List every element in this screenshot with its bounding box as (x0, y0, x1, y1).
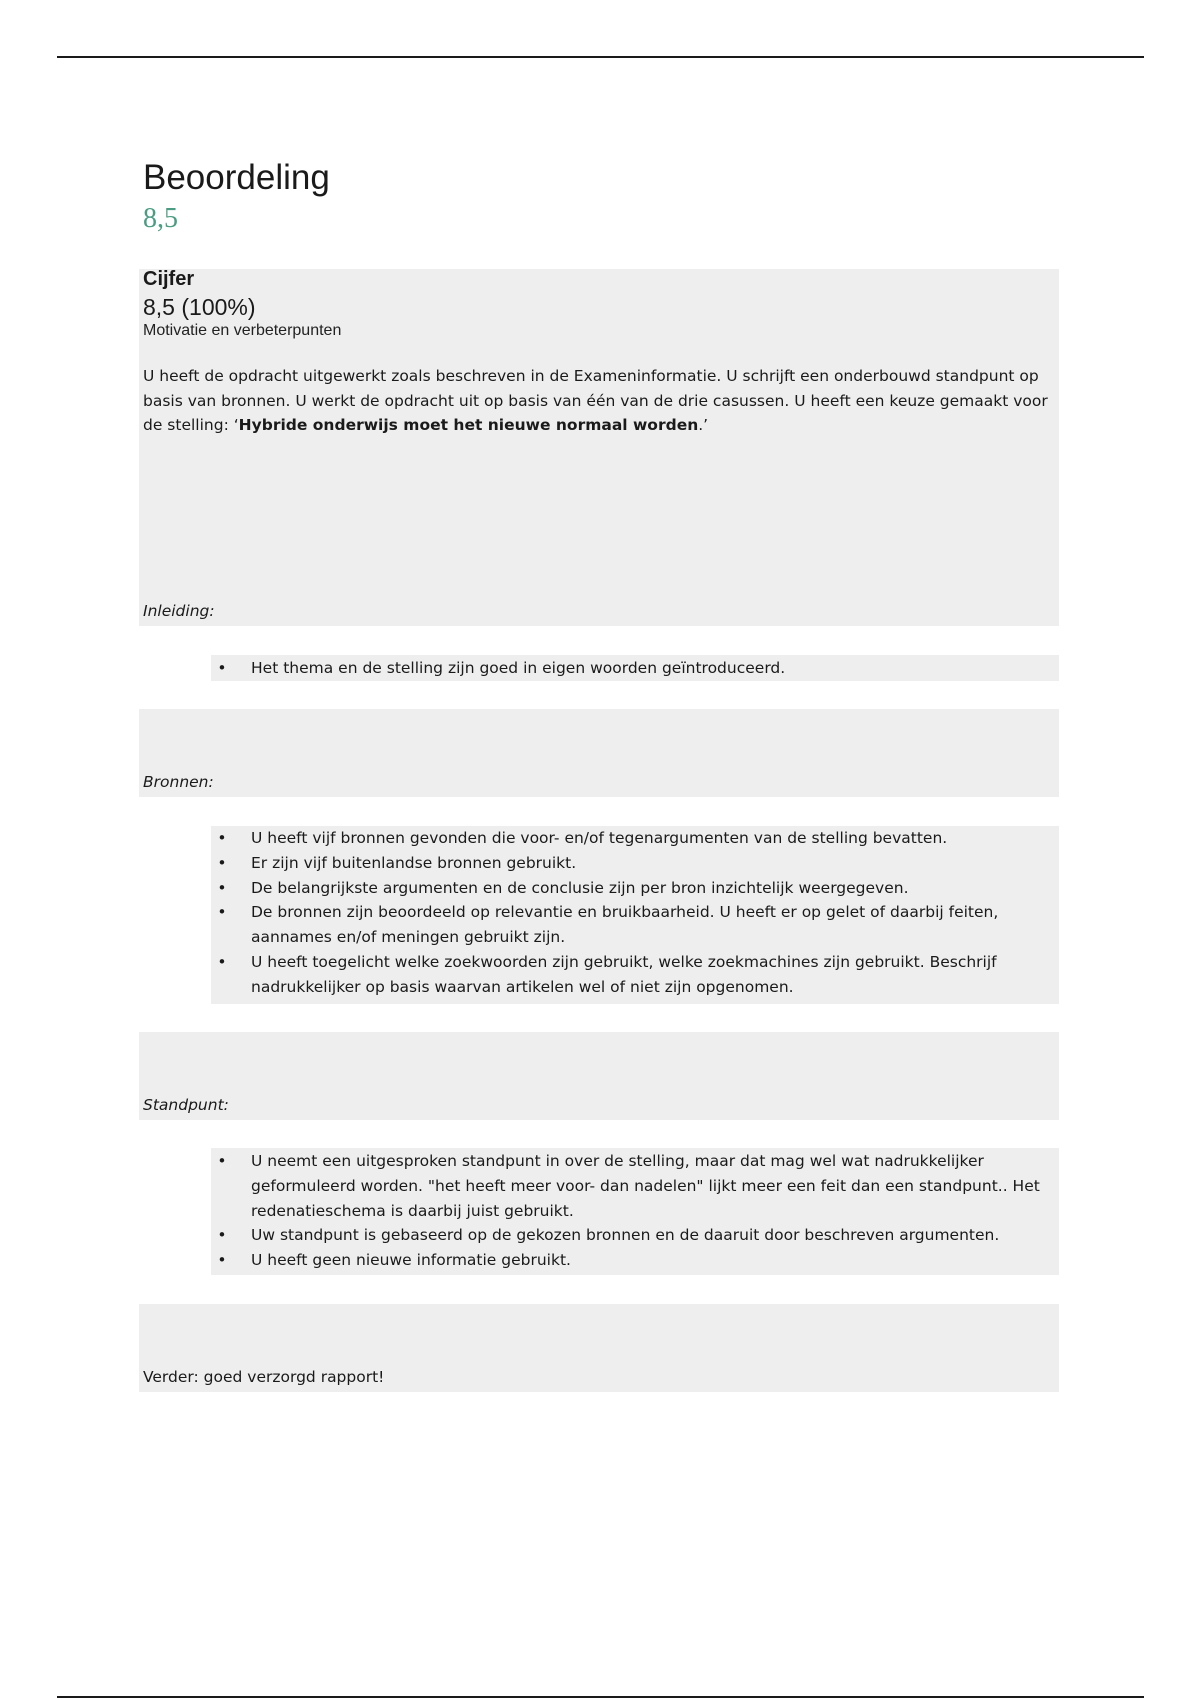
bullet-icon: • (217, 659, 227, 677)
standpunt-list (215, 1149, 1055, 1273)
closing-remark: Verder: goed verzorgd rapport! (143, 1368, 385, 1386)
list-item-text: Het thema en de stelling zijn goed in eigen woorden geïntroduceerd. (251, 659, 786, 677)
score-value: 8,5 (143, 203, 178, 234)
standpunt-header-panel (139, 1032, 1059, 1120)
list-item-text: U heeft vijf bronnen gevonden die voor- en/of tegenargumenten van de stelling bevatten. (251, 829, 948, 847)
list-item (215, 851, 1055, 876)
list-item (215, 950, 1055, 1000)
bullet-icon: • (217, 1226, 227, 1245)
list-item (215, 876, 1055, 901)
list-item (215, 900, 1055, 950)
bullet-icon: • (217, 952, 227, 971)
list-item (215, 1248, 1055, 1273)
page-title: Beoordeling (143, 158, 330, 197)
list-item-text: Uw standpunt is gebaseerd op de gekozen bronnen en de daaruit door beschreven argumenten. (251, 1226, 1000, 1245)
list-item-text: De belangrijkste argumenten en de conclusie zijn per bron inzichtelijk weergegeven. (251, 878, 909, 897)
list-item-text: U neemt een uitgesproken standpunt in over de stelling, maar dat mag wel wat nadrukkelijker geformuleerd worden. "het heeft meer voor- dan nadelen" lijkt meer een feit dan een standpunt.. Het redenatieschema is daarbij juist gebruikt. (251, 1152, 1040, 1220)
top-rule (57, 56, 1144, 58)
list-item (215, 656, 1055, 681)
list-item-text: De bronnen zijn beoordeeld op relevantie en bruikbaarheid. U heeft er op gelet of daarbij feiten, aannames en/of meningen gebruikt zijn. (251, 903, 999, 947)
bullet-icon: • (217, 878, 227, 897)
intro-text-before: U heeft de opdracht uitgewerkt zoals beschreven in de Exameninformatie. U schrijft een onderbouwd standpunt op basis van bronnen. U werkt de opdracht uit op basis van één van de drie casussen. U heeft een keuze gemaakt voor de stelling: ‘ (143, 367, 1048, 434)
intro-statement: Hybride onderwijs moet het nieuwe normaal worden (238, 416, 699, 434)
list-item-text: U heeft geen nieuwe informatie gebruikt. (251, 1251, 571, 1270)
inleiding-list (215, 656, 1055, 681)
bronnen-header-panel (139, 709, 1059, 797)
bullet-icon: • (217, 829, 227, 847)
bronnen-list (215, 826, 1055, 1000)
list-item-text: U heeft toegelicht welke zoekwoorden zijn gebruikt, welke zoekmachines zijn gebruikt. Beschrijf nadrukkelijker op basis waarvan artikelen wel of niet zijn opgenomen. (251, 952, 997, 996)
list-item (215, 826, 1055, 851)
intro-paragraph (143, 364, 1048, 438)
intro-text-after: .’ (698, 416, 709, 434)
list-item-text: Er zijn vijf buitenlandse bronnen gebruikt. (251, 853, 577, 872)
bullet-icon: • (217, 1152, 227, 1170)
bullet-icon: • (217, 903, 227, 922)
grade-label: Cijfer (143, 268, 195, 290)
section-heading-inleiding: Inleiding: (143, 602, 215, 620)
section-heading-standpunt: Standpunt: (143, 1096, 229, 1114)
motivation-heading: Motivatie en verbeterpunten (143, 322, 342, 339)
grade-value: 8,5 (100%) (143, 294, 256, 320)
bullet-icon: • (217, 853, 227, 872)
bullet-icon: • (217, 1251, 227, 1270)
list-item (215, 1149, 1055, 1223)
list-item (215, 1223, 1055, 1248)
bottom-rule (57, 1696, 1144, 1698)
section-heading-bronnen: Bronnen: (143, 773, 214, 791)
